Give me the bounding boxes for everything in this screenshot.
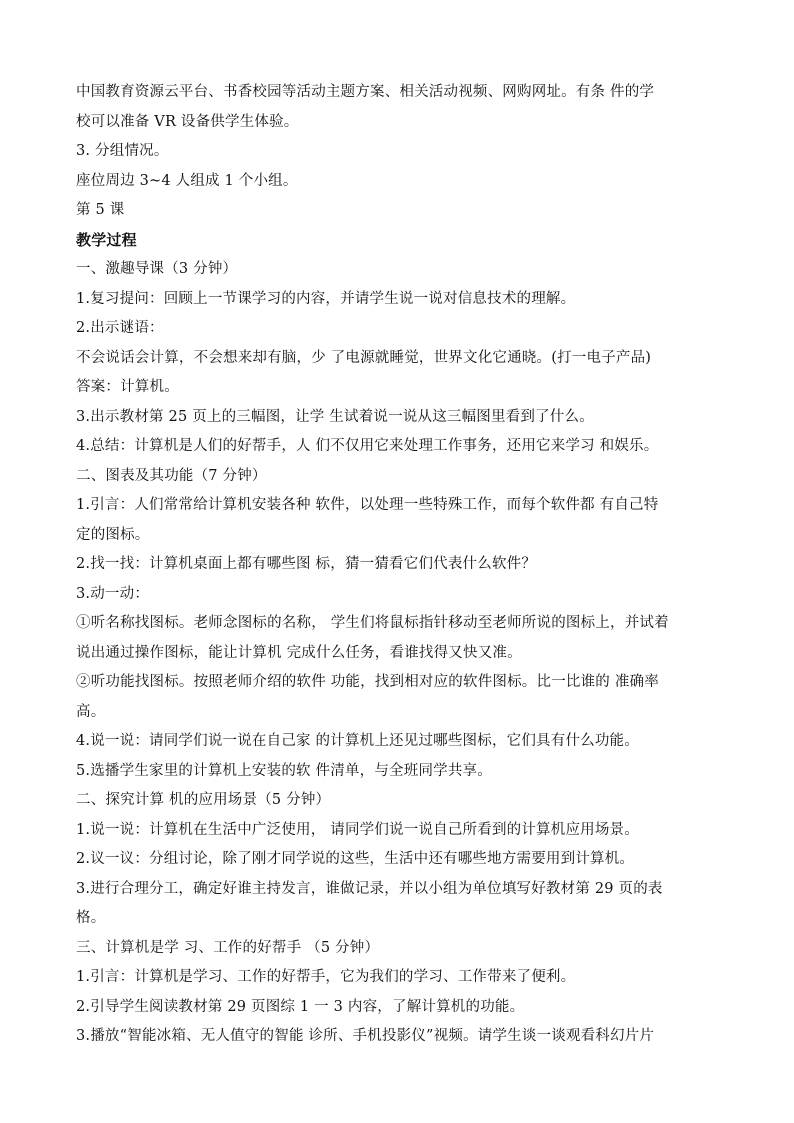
list-item: 1.说一说：计算机在生活中广泛使用， 请同学们说一说自己所看到的计算机应用场景。 (76, 821, 639, 838)
paragraph-line: 座位周边 3~4 人组成 1 个小组。 (76, 172, 298, 189)
paragraph-line: 中国教育资源云平台、书香校园等活动主题方案、相关活动视频、网购网址。有条 件的学 (76, 84, 655, 100)
subsection-heading: 三、计算机是学 习、工作的好帮手 （5 分钟） (76, 939, 380, 956)
list-item: 1.引言：人们常常给计算机安装各种 软件，以处理一些特殊工作，而每个软件都 有自己特 (76, 497, 659, 513)
list-item: 4.总结：计算机是人们的好帮手，人 们不仅用它来处理工作事务，还用它来学习 和娱乐。 (76, 438, 659, 454)
list-item: 2.引导学生阅读教材第 29 页图综 1 一 3 内容，了解计算机的功能。 (76, 998, 525, 1015)
paragraph-line: 定的图标。 (76, 526, 150, 543)
paragraph-line: 格。 (76, 910, 106, 926)
list-item: 3.出示教材第 25 页上的三幅图，让学 生试着说一说从这三幅图里看到了什么。 (76, 408, 594, 425)
document-body (76, 78, 720, 1052)
section-heading: 教学过程 (76, 230, 137, 249)
subsection-heading: 一、激趣导课（3 分钟） (76, 261, 238, 277)
list-item: 5.选播学生家里的计算机上安装的软 件清单，与全班同学共享。 (76, 762, 492, 779)
paragraph-line: 不会说话会计算，不会想来却有脑，少 了电源就睡觉，世界文化它通晓。(打一电子产品) (76, 349, 652, 366)
list-item: 3.播放“智能冰箱、无人值守的智能 诊所、手机投影仪”视频。请学生谈一谈观看科幻片片 (76, 1028, 655, 1044)
list-item: 2.找一找：计算机桌面上都有哪些图 标，猜一猜看它们代表什么软件？ (76, 556, 537, 572)
paragraph-line: 校可以准备 VR 设备供学生体验。 (76, 113, 299, 130)
list-item: 1.复习提问：回顾上一节课学习的内容，并请学生说一说对信息技术的理解。 (76, 290, 576, 307)
subsection-heading: 二、图表及其功能（7 分钟） (76, 467, 267, 484)
paragraph-line: 说出通过操作图标，能让计算机 完成什么任务，看谁找得又快又准。 (76, 644, 522, 661)
list-item: 3.动一动： (76, 585, 150, 602)
list-item: 1.引言：计算机是学习、工作的好帮手，它为我们的学习、工作带来了便利。 (76, 969, 576, 985)
list-item: ①听名称找图标。老师念图标的名称， 学生们将鼠标指针移动至老师所说的图标上，并试着 (76, 615, 669, 631)
paragraph-line: 高。 (76, 703, 106, 720)
lesson-number: 第 5 课 (76, 202, 125, 218)
list-item: 2.出示谜语： (76, 320, 164, 336)
list-item: 3.进行合理分工，确定好谁主持发言，谁做记录，并以小组为单位填写好教材第 29 页的表 (76, 880, 663, 897)
list-item: 4.说一说：请同学们说一说在自己家 的计算机上还见过哪些图标，它们具有什么功能。 (76, 733, 639, 749)
list-item: 2.议一议：分组讨论，除了刚才同学说的这些，生活中还有哪些地方需要用到计算机。 (76, 851, 635, 867)
subsection-heading: 二、探究计算 机的应用场景（5 分钟） (76, 792, 331, 808)
list-item: 3. 分组情况。 (76, 143, 169, 159)
list-item: ②听功能找图标。按照老师介绍的软件 功能，找到相对应的软件图标。比一比谁的 准确率 (76, 674, 659, 690)
paragraph-line: 答案：计算机。 (76, 379, 179, 395)
